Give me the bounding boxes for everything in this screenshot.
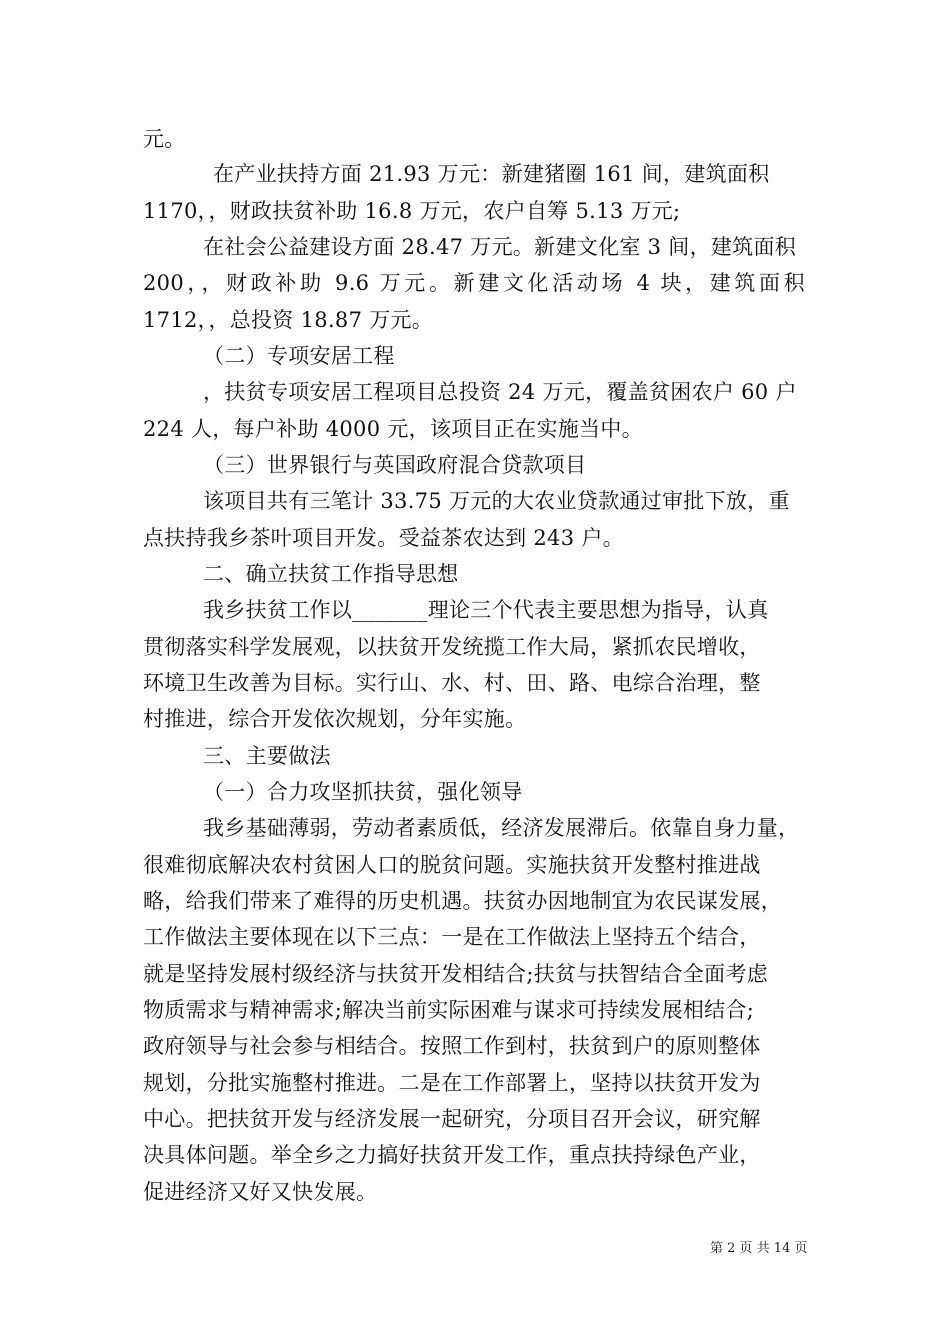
text-line: 224 人，每户补助 4000 元，该项目正在实施当中。 <box>143 417 643 441</box>
text-line: 物质需求与精神需求;解决当前实际困难与谋求可持续发展相结合; <box>143 998 755 1022</box>
text-line: 元。 <box>143 127 186 151</box>
paragraph-first-line: 我乡基础薄弱，劳动者素质低，经济发展滞后。依靠自身力量， <box>203 816 800 840</box>
paragraph-first-line: 该项目共有三笔计 33.75 万元的大农业贷款通过审批下放，重 <box>203 489 790 513</box>
section-heading: 二、确立扶贫工作指导思想 <box>203 562 459 586</box>
text-line: 村推进，综合开发依次规划，分年实施。 <box>143 707 527 731</box>
text-line: 点扶持我乡茶叶项目开发。受益茶农达到 243 户。 <box>143 526 624 550</box>
text-line: 略，给我们带来了难得的历史机遇。扶贫办因地制宜为农民谋发展， <box>143 889 782 913</box>
text-line: 政府领导与社会参与相结合。按照工作到村，扶贫到户的原则整体 <box>143 1034 761 1058</box>
text-line: 中心。把扶贫开发与经济发展一起研究，分项目召开会议，研究解 <box>143 1107 761 1131</box>
section-heading: （三）世界银行与英国政府混合贷款项目 <box>203 453 587 477</box>
text-line: 贯彻落实科学发展观，以扶贫开发统揽工作大局，紧抓农民增收， <box>143 635 761 659</box>
text-line: 规划，分批实施整村推进。二是在工作部署上，坚持以扶贫开发为 <box>143 1071 761 1095</box>
section-heading: （二）专项安居工程 <box>203 344 395 368</box>
paragraph-first-line: ，扶贫专项安居工程项目总投资 24 万元，覆盖贫困农户 60 户 <box>203 380 797 404</box>
section-heading: （一）合力攻坚抓扶贫，强化领导 <box>203 780 523 804</box>
page-number: 第 2 页 共 14 页 <box>710 1241 808 1256</box>
paragraph-first-line: 在社会公益建设方面 28.47 万元。新建文化室 3 间，建筑面积 <box>203 235 797 259</box>
text-line: 1712，，总投资 18.87 万元。 <box>143 308 434 332</box>
text-line: 就是坚持发展村级经济与扶贫开发相结合;扶贫与扶智结合全面考虑 <box>143 962 769 986</box>
text-line: 环境卫生改善为目标。实行山、水、村、田、路、电综合治理，整 <box>143 671 761 695</box>
text-line: 1170，，财政扶贫补助 16.8 万元，农户自筹 5.13 万元; <box>143 199 681 223</box>
paragraph-first-line: 我乡扶贫工作以_______理论三个代表主要思想为指导，认真 <box>203 598 769 622</box>
section-heading: 三、主要做法 <box>203 744 331 768</box>
text-line: 决具体问题。举全乡之力搞好扶贫开发工作，重点扶持绿色产业， <box>143 1143 761 1167</box>
text-line: 促进经济又好又快发展。 <box>143 1180 378 1204</box>
text-line: 工作做法主要体现在以下三点：一是在工作做法上坚持五个结合， <box>143 925 761 949</box>
text-line: 很难彻底解决农村贫困人口的脱贫问题。实施扶贫开发整村推进战 <box>143 853 761 877</box>
text-line: 200，，财政补助 9.6 万元。新建文化活动场 4 块，建筑面积 <box>143 271 805 295</box>
paragraph-first-line: 在产业扶持方面 21.93 万元：新建猪圈 161 间，建筑面积 <box>213 162 770 186</box>
